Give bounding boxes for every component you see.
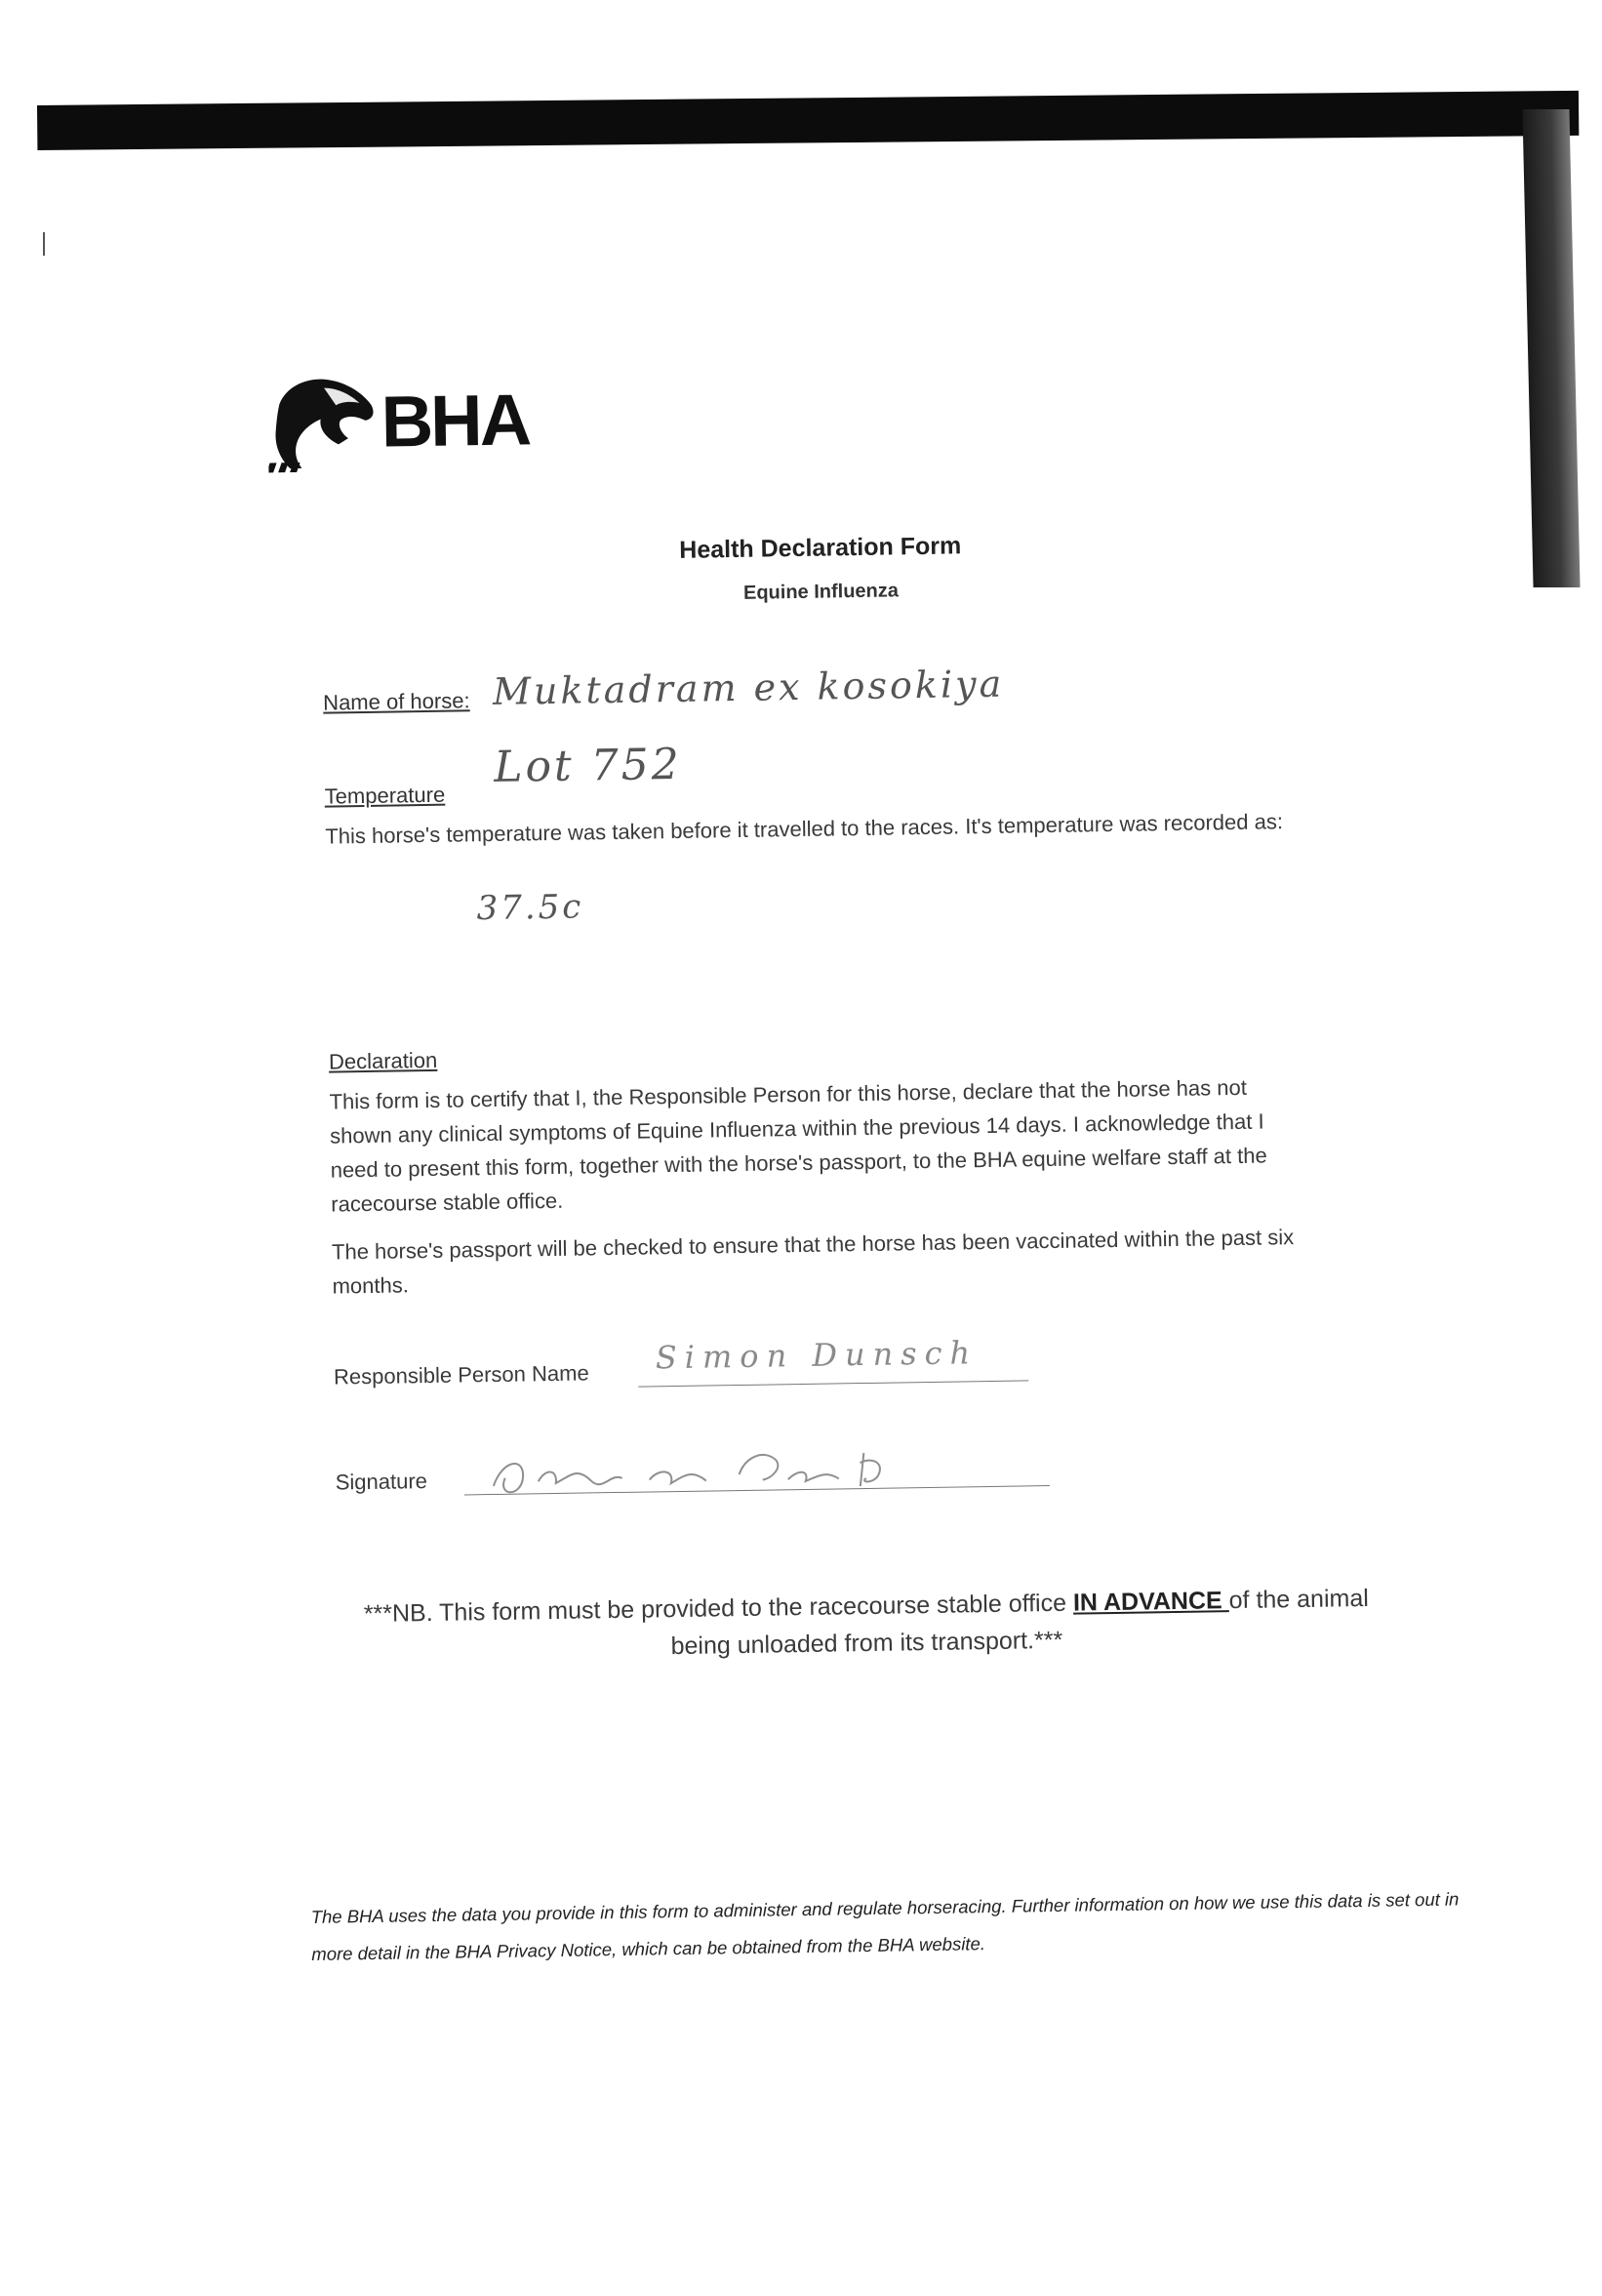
horse-name-value: Muktadram ex kosokiya (492, 662, 1005, 713)
form-title: Health Declaration Form (679, 532, 962, 564)
responsible-person-label: Responsible Person Name (333, 1360, 589, 1390)
temperature-value: 37.5c (476, 887, 584, 929)
brand-name: BHA (380, 379, 530, 463)
notice-prefix: ***NB. This form must be provided to the racecourse stable office (363, 1589, 1074, 1629)
notice-suffix: of the animal being unloaded from its transport.*** (670, 1584, 1370, 1661)
declaration-heading: Declaration (328, 1047, 438, 1074)
notice (359, 1580, 1375, 1670)
notice-emphasis: IN ADVANCE (1072, 1587, 1229, 1617)
horse-head-icon (267, 374, 379, 473)
declaration-paragraph-2: The horse's passport will be checked to ensure that the horse has been vaccinated within the past six months. (331, 1225, 1295, 1299)
lot-number: Lot 752 (493, 739, 682, 792)
signature-label: Signature (335, 1469, 428, 1495)
responsible-person-value: Simon Dunsch (655, 1334, 979, 1377)
signature-scribble (483, 1432, 933, 1508)
temperature-text: This horse's temperature was taken before it travelled to the races. It's temperature was recorded as: (325, 809, 1284, 849)
privacy-footer: The BHA uses the data you provide in this form to administer and regulate horseracing. Further information on how we use this data is set out in more detail in the BHA Privacy Notice, which can be obtained from the BHA website. (310, 1888, 1460, 1964)
declaration-paragraph-1: This form is to certify that I, the Responsible Person for this horse, declare that the horse has not shown any clinical symptoms of Equine Influenza within the previous 14 days. I acknowledge that I need to present this form, together with the horse's passport, to the BHA equine welfare staff at the racecourse stable office. (329, 1074, 1267, 1217)
temperature-label: Temperature (324, 782, 446, 809)
responsible-person-line (638, 1380, 1028, 1387)
horse-name-label: Name of horse: (322, 688, 470, 715)
bha-logo (267, 371, 530, 472)
form-subtitle: Equine Influenza (742, 580, 900, 604)
